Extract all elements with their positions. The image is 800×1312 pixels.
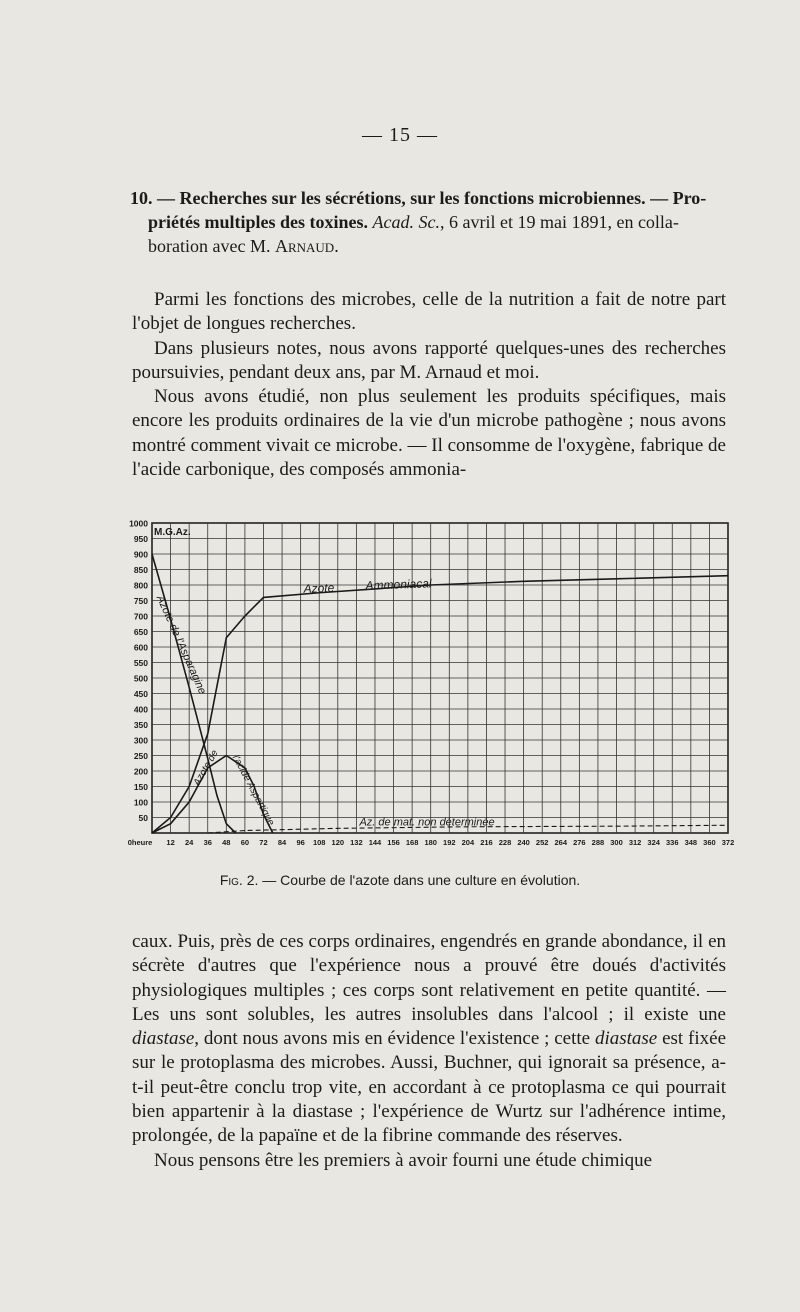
x-tick-label: 120: [331, 838, 345, 847]
x-tick-label: 12: [166, 838, 175, 847]
paragraph: Nous pensons être les premiers à avoir fourni une étude chimique: [154, 1149, 653, 1171]
x-tick-label: 108: [312, 838, 326, 847]
y-tick-label: 650: [133, 627, 148, 637]
y-tick-label: 750: [133, 596, 148, 606]
paragraph: Parmi les fonctions des microbes, celle de la nutrition a fait de notre part l'objet de longues recherches.: [132, 289, 726, 335]
y-tick-label: 600: [133, 642, 148, 653]
x-tick-label: 168: [405, 838, 419, 847]
x-tick-label: 360: [703, 838, 716, 847]
y-tick-label: 850: [133, 565, 148, 575]
y-tick-label: 250: [133, 751, 148, 761]
y-tick-label: 550: [133, 658, 148, 668]
y-tick-label: 700: [133, 611, 148, 622]
series-label-aspartique: Azote de: [191, 748, 221, 788]
corner-unit-label: M.G.Az.: [154, 527, 191, 538]
y-tick-label: 200: [133, 766, 148, 777]
x-tick-label: 324: [647, 838, 660, 847]
page-number: — 15 —: [362, 124, 438, 146]
reference-title-line1: 10. — Recherches sur les sécrétions, sur les fonctions microbiennes. — Pro-: [130, 188, 707, 208]
x-tick-label: 60: [240, 838, 250, 847]
bottom-body-text: [132, 930, 726, 1173]
y-tick-label: 100: [133, 797, 148, 808]
x-tick-label: 300: [610, 838, 623, 847]
x-tick-label: 192: [443, 838, 456, 847]
x-tick-label: 96: [296, 838, 305, 847]
series-line: [152, 576, 728, 833]
y-tick-label: 1000: [129, 518, 148, 529]
x-tick-label: 264: [554, 838, 568, 847]
x-tick-label: 252: [535, 838, 549, 847]
paragraph: Dans plusieurs notes, nous avons rapporté quelques-unes des recherches poursuivies, pendant deux ans, par M. Arnaud et moi.: [132, 337, 726, 383]
y-tick-label: 450: [133, 689, 148, 699]
x-tick-label: 0heure: [127, 838, 153, 847]
series-label-ammoniacal: Azote: [303, 580, 335, 596]
reference-title-line2: priétés multiples des toxines. Acad. Sc., 6 avril et 19 mai 1891, en colla-: [148, 212, 679, 232]
y-tick-label: 950: [133, 534, 148, 544]
y-tick-label: 500: [133, 673, 148, 684]
y-tick-label: 350: [133, 720, 148, 730]
x-tick-label: 276: [573, 838, 586, 847]
series-label-non-determinee: Az. de mat. non déterminée: [359, 816, 495, 829]
y-tick-label: 800: [133, 580, 148, 591]
x-tick-label: 84: [277, 838, 287, 847]
series-label-asparagine: Azote de l'Asparagine: [153, 593, 209, 697]
x-tick-label: 48: [222, 838, 231, 847]
x-tick-label: 240: [517, 838, 530, 847]
paragraph: Nous avons étudié, non plus seulement les produits spécifiques, mais encore les produits ordinaires de la vie d'un microbe pathogène ; nous avons montré comment vivait ce microbe. — Il consomme de l'oxygène, fabrique de l'acide carbonique, des composés ammonia-: [132, 386, 726, 481]
paragraph: caux. Puis, près de ces corps ordinaires, engendrés en grande abondance, il en sécrète d'autres que l'expérience nous a prouvé être doués d'activités physiologiques multiples ; ces corps sont relativement en petite quantité. — Les uns sont solubles, les autres insolubles dans l'alcool ; il existe une diastase, dont nous avons mis en évidence l'existence ; cette diastase est fixée sur le protoplasma des microbes. Aussi, Buchner, qui ignorait sa présence, a-t-il peut-être conclu trop vite, en accordant à ce protoplasma ce qui pourrait bien appartenir à la diastase ; l'expérience de Wurtz sur l'adhérence intime, prolongée, de la papaïne et de la fibrine commande des réserves.: [132, 931, 727, 1147]
y-tick-label: 150: [133, 782, 148, 792]
x-tick-label: 204: [461, 838, 475, 847]
x-tick-label: 312: [628, 838, 642, 847]
x-tick-label: 156: [387, 838, 400, 847]
y-tick-label: 900: [133, 549, 148, 560]
x-tick-label: 132: [350, 838, 363, 847]
series-label-ammoniacal: Ammoniacal: [365, 576, 432, 593]
reference-title-line3: boration avec M. Arnaud.: [148, 236, 339, 256]
x-tick-label: 36: [203, 838, 212, 847]
y-tick-label: 50: [138, 813, 148, 823]
x-tick-label: 72: [259, 838, 268, 847]
x-tick-label: 144: [368, 838, 382, 847]
x-tick-label: 372: [721, 838, 735, 847]
y-tick-label: 400: [133, 704, 148, 715]
figure-caption: Fig. 2. — Courbe de l'azote dans une culture en évolution.: [219, 872, 581, 888]
series-label-aspartique: l'acide Aspartique: [229, 753, 277, 828]
x-tick-label: 24: [184, 838, 194, 847]
x-tick-label: 180: [424, 838, 437, 847]
x-tick-label: 228: [498, 838, 512, 847]
x-tick-label: 348: [684, 838, 698, 847]
x-tick-label: 288: [591, 838, 605, 847]
x-tick-label: 216: [480, 838, 493, 847]
y-tick-label: 300: [133, 735, 148, 746]
x-tick-label: 336: [666, 838, 679, 847]
